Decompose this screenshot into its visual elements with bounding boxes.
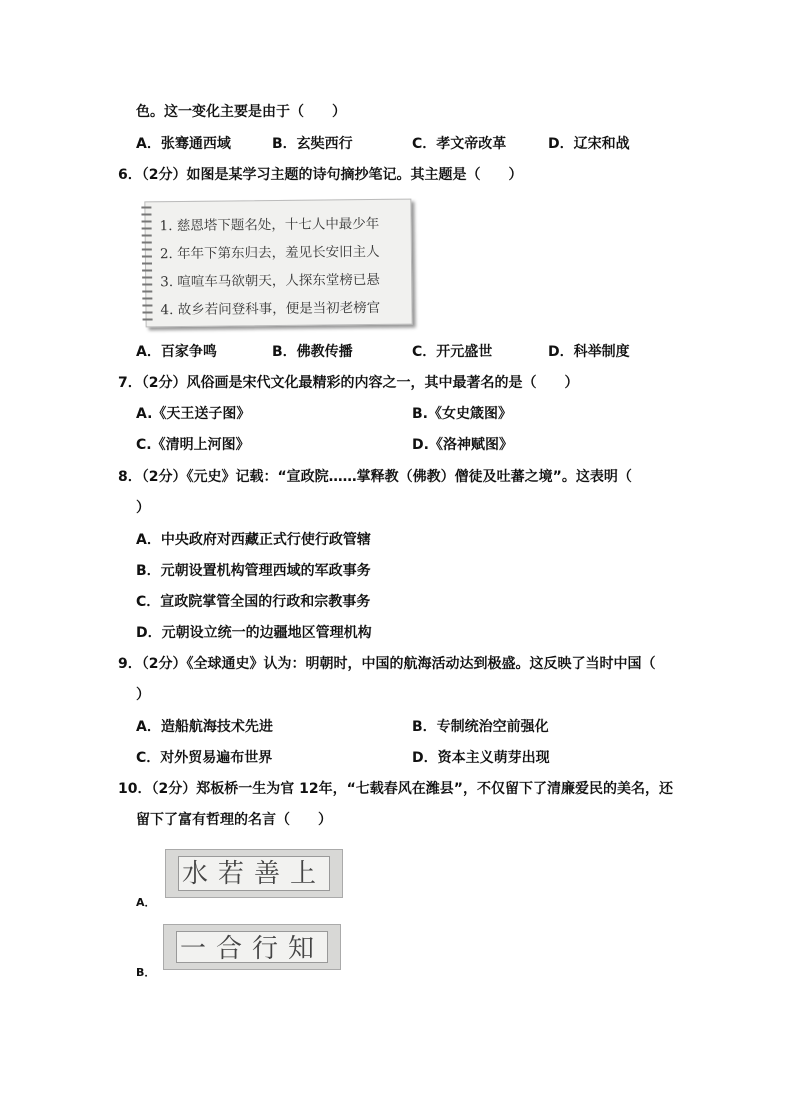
q10-option-b-plaque-image[interactable] [163,924,341,970]
q6-option-d[interactable]: D．科举制度 [548,344,630,360]
q7-option-d[interactable]: D.《洛神赋图》 [412,437,513,453]
q8-option-b[interactable]: B．元朝设置机构管理西域的军政事务 [136,563,371,579]
q9-option-c[interactable]: C．对外贸易遍布世界 [136,750,273,766]
q7-option-c[interactable]: C.《清明上河图》 [136,437,250,453]
q10-option-b-label[interactable]: B． [136,966,156,979]
q6-option-b[interactable]: B．佛教传播 [272,344,353,360]
note-line: 4. 故乡若问登科事，便是当初老榜官 [160,299,381,319]
q5-option-c[interactable]: C．孝文帝改革 [412,136,507,152]
q10-option-a-label[interactable]: A． [136,896,156,909]
q7-stem: 7．（2分）风俗画是宋代文化最精彩的内容之一，其中最著名的是（ ） [118,375,579,391]
note-line: 1. 慈恩塔下题名处，十七人中最少年 [159,215,380,235]
poem-notebook-image [144,199,412,328]
plaque-text: 水若善上 [178,856,330,891]
q5-option-d[interactable]: D．辽宋和战 [548,136,630,152]
q8-stem-close: ） [136,500,150,516]
q6-option-a[interactable]: A．百家争鸣 [136,344,217,360]
q8-stem: 8．（2分）《元史》记载：“宣政院……掌释教（佛教）僧徒及吐蕃之境”。这表明（ [118,469,632,485]
q8-option-a[interactable]: A．中央政府对西藏正式行使行政管辖 [136,532,371,548]
note-line: 2. 年年下第东归去，羞见长安旧主人 [159,243,380,263]
q9-stem-close: ） [136,687,150,703]
q10-stem: 10．（2分）郑板桥一生为官 12年，“七载春风在潍县”，不仅留下了清廉爱民的美名，还 [118,781,673,797]
q8-option-c[interactable]: C．宣政院掌管全国的行政和宗教事务 [136,594,371,610]
q6-option-c[interactable]: C．开元盛世 [412,344,493,360]
q5-option-b[interactable]: B．玄奘西行 [272,136,353,152]
q9-option-d[interactable]: D．资本主义萌芽出现 [412,750,550,766]
q7-option-a[interactable]: A.《天王送子图》 [136,406,251,422]
note-line: 3. 喧喧车马欲朝天，人探东堂榜已悬 [160,271,380,291]
q5-option-a[interactable]: A．张骞通西域 [136,136,231,152]
q9-stem: 9．（2分）《全球通史》认为：明朝时，中国的航海活动达到极盛。这反映了当时中国（ [118,656,656,672]
q10-stem-line2: 留下了富有哲理的名言（ ） [136,812,332,828]
q8-option-d[interactable]: D．元朝设立统一的边疆地区管理机构 [136,625,372,641]
q9-option-a[interactable]: A．造船航海技术先进 [136,719,273,735]
q5-stem-tail: 色。这一变化主要是由于（ ） [136,104,346,120]
q7-option-b[interactable]: B.《女史箴图》 [412,406,512,422]
plaque-text: 一合行知 [176,931,328,963]
q10-option-a-plaque-image[interactable] [165,849,343,898]
q6-stem: 6．（2分）如图是某学习主题的诗句摘抄笔记。其主题是（ ） [118,167,523,183]
notebook-spiral [141,206,152,322]
q9-option-b[interactable]: B．专制统治空前强化 [412,719,549,735]
